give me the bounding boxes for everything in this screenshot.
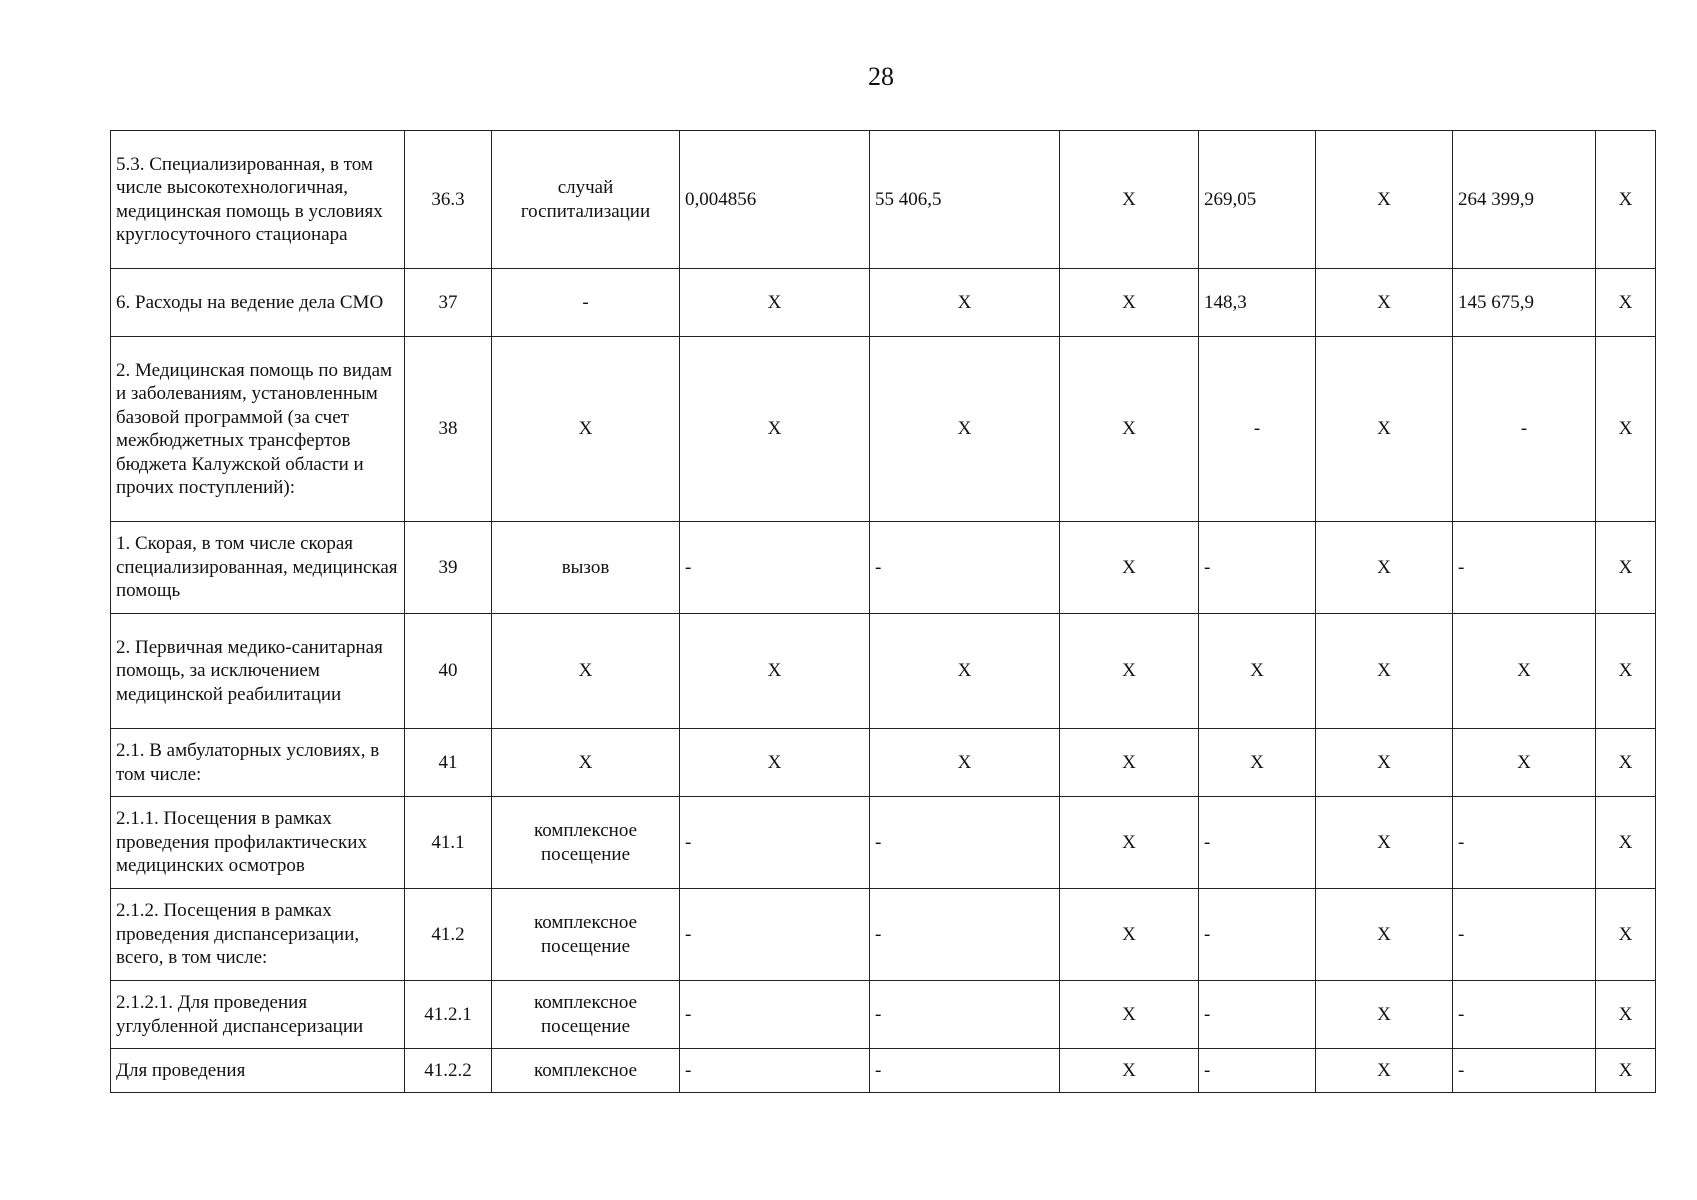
row-value-5: X xyxy=(1316,522,1453,614)
row-value-7: X xyxy=(1596,614,1656,729)
row-number: 41.2 xyxy=(405,889,492,981)
row-value-2: - xyxy=(870,797,1060,889)
row-value-3: X xyxy=(1060,729,1199,797)
row-name: 2.1.2. Посещения в рамках проведения диспансеризации, всего, в том числе: xyxy=(111,889,405,981)
row-value-6: - xyxy=(1453,337,1596,522)
row-value-6: 264 399,9 xyxy=(1453,131,1596,269)
row-unit: комплексное посещение xyxy=(492,889,680,981)
row-value-3: X xyxy=(1060,614,1199,729)
row-unit: случай госпитализации xyxy=(492,131,680,269)
row-number: 36.3 xyxy=(405,131,492,269)
row-value-3: X xyxy=(1060,337,1199,522)
row-value-1: - xyxy=(680,1049,870,1093)
row-unit: вызов xyxy=(492,522,680,614)
row-unit: комплексное xyxy=(492,1049,680,1093)
row-value-6: - xyxy=(1453,1049,1596,1093)
row-name: 1. Скорая, в том числе скорая специализированная, медицинская помощь xyxy=(111,522,405,614)
table-row xyxy=(111,981,1656,1049)
row-number: 39 xyxy=(405,522,492,614)
row-unit: X xyxy=(492,337,680,522)
row-value-4: - xyxy=(1199,1049,1316,1093)
table-row xyxy=(111,522,1656,614)
row-value-5: X xyxy=(1316,889,1453,981)
row-value-3: X xyxy=(1060,269,1199,337)
row-value-6: - xyxy=(1453,797,1596,889)
row-unit: X xyxy=(492,729,680,797)
row-value-2: X xyxy=(870,614,1060,729)
row-value-3: X xyxy=(1060,131,1199,269)
row-value-7: X xyxy=(1596,797,1656,889)
row-number: 41.2.2 xyxy=(405,1049,492,1093)
row-value-2: - xyxy=(870,981,1060,1049)
row-value-3: X xyxy=(1060,1049,1199,1093)
row-value-4: - xyxy=(1199,337,1316,522)
row-value-2: - xyxy=(870,1049,1060,1093)
row-value-3: X xyxy=(1060,981,1199,1049)
row-value-5: X xyxy=(1316,614,1453,729)
row-value-6: X xyxy=(1453,614,1596,729)
page-number: 28 xyxy=(868,62,894,91)
row-value-6: - xyxy=(1453,981,1596,1049)
row-number: 40 xyxy=(405,614,492,729)
table-row xyxy=(111,729,1656,797)
row-unit: X xyxy=(492,614,680,729)
row-value-2: - xyxy=(870,889,1060,981)
row-number: 37 xyxy=(405,269,492,337)
table-row xyxy=(111,337,1656,522)
row-value-4: - xyxy=(1199,522,1316,614)
row-number: 41.1 xyxy=(405,797,492,889)
row-value-1: - xyxy=(680,522,870,614)
row-value-1: - xyxy=(680,981,870,1049)
row-number: 41.2.1 xyxy=(405,981,492,1049)
row-value-1: X xyxy=(680,269,870,337)
row-value-7: X xyxy=(1596,522,1656,614)
row-name: 2.1.1. Посещения в рамках проведения профилактических медицинских осмотров xyxy=(111,797,405,889)
row-number: 41 xyxy=(405,729,492,797)
row-value-5: X xyxy=(1316,131,1453,269)
table-row xyxy=(111,269,1656,337)
row-value-2: X xyxy=(870,269,1060,337)
row-number: 38 xyxy=(405,337,492,522)
row-unit: - xyxy=(492,269,680,337)
row-value-1: X xyxy=(680,729,870,797)
table-row xyxy=(111,1049,1656,1093)
row-value-2: X xyxy=(870,729,1060,797)
row-unit: комплексное посещение xyxy=(492,797,680,889)
row-value-4: - xyxy=(1199,889,1316,981)
row-unit: комплексное посещение xyxy=(492,981,680,1049)
row-value-5: X xyxy=(1316,1049,1453,1093)
row-value-5: X xyxy=(1316,797,1453,889)
table-row xyxy=(111,614,1656,729)
row-value-4: 269,05 xyxy=(1199,131,1316,269)
row-value-6: 145 675,9 xyxy=(1453,269,1596,337)
row-value-5: X xyxy=(1316,729,1453,797)
row-value-5: X xyxy=(1316,337,1453,522)
row-value-2: 55 406,5 xyxy=(870,131,1060,269)
row-value-4: X xyxy=(1199,614,1316,729)
row-name: 2.1. В амбулаторных условиях, в том числе: xyxy=(111,729,405,797)
table-row xyxy=(111,889,1656,981)
row-value-7: X xyxy=(1596,131,1656,269)
row-value-2: - xyxy=(870,522,1060,614)
row-value-6: - xyxy=(1453,889,1596,981)
row-value-7: X xyxy=(1596,337,1656,522)
row-value-3: X xyxy=(1060,522,1199,614)
row-name: 2. Первичная медико-санитарная помощь, за исключением медицинской реабилитации xyxy=(111,614,405,729)
row-name: Для проведения xyxy=(111,1049,405,1093)
row-value-4: - xyxy=(1199,797,1316,889)
row-value-7: X xyxy=(1596,1049,1656,1093)
row-value-7: X xyxy=(1596,981,1656,1049)
financing-table xyxy=(110,130,1656,1093)
row-value-4: - xyxy=(1199,981,1316,1049)
row-value-2: X xyxy=(870,337,1060,522)
row-value-1: X xyxy=(680,614,870,729)
row-value-6: X xyxy=(1453,729,1596,797)
row-name: 6. Расходы на ведение дела СМО xyxy=(111,269,405,337)
row-value-5: X xyxy=(1316,981,1453,1049)
row-value-1: X xyxy=(680,337,870,522)
row-value-3: X xyxy=(1060,889,1199,981)
row-value-6: - xyxy=(1453,522,1596,614)
row-value-1: 0,004856 xyxy=(680,131,870,269)
table-row xyxy=(111,131,1656,269)
table-row xyxy=(111,797,1656,889)
row-value-4: 148,3 xyxy=(1199,269,1316,337)
row-value-3: X xyxy=(1060,797,1199,889)
row-value-7: X xyxy=(1596,269,1656,337)
row-value-4: X xyxy=(1199,729,1316,797)
row-value-1: - xyxy=(680,797,870,889)
row-value-7: X xyxy=(1596,729,1656,797)
row-name: 5.3. Специализированная, в том числе высокотехнологичная, медицинская помощь в условиях круглосуточного стационара xyxy=(111,131,405,269)
row-name: 2.1.2.1. Для проведения углубленной диспансеризации xyxy=(111,981,405,1049)
row-value-1: - xyxy=(680,889,870,981)
row-value-5: X xyxy=(1316,269,1453,337)
row-name: 2. Медицинская помощь по видам и заболеваниям, установленным базовой программой (за счет межбюджетных трансфертов бюджета Калужской области и прочих поступлений): xyxy=(111,337,405,522)
row-value-7: X xyxy=(1596,889,1656,981)
